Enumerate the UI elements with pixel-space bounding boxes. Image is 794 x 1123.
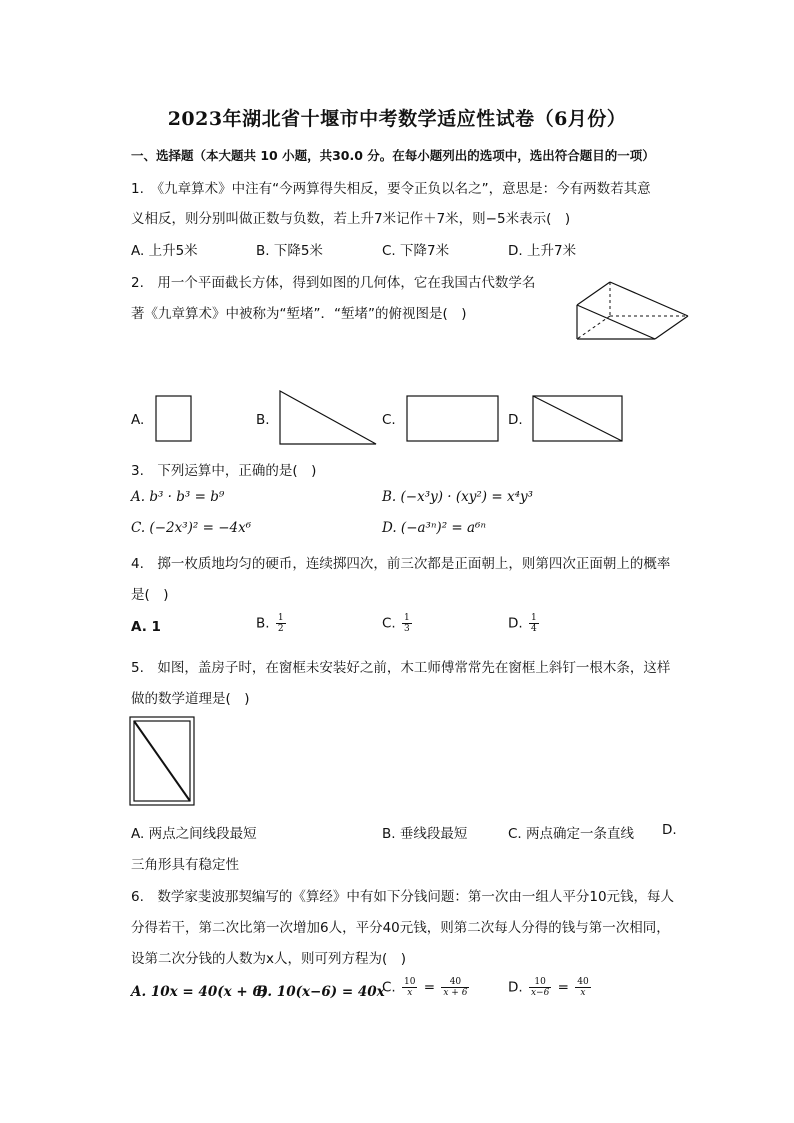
q1-stem-line2: 义相反，则分别叫做正数与负数，若上升7米记作＋7米，则−5米表示( ) [131, 211, 571, 227]
q1-stem-line1: 1. 《九章算术》中注有“今两算得失相反，要令正负以名之”，意思是：今有两数若其意 [131, 181, 651, 197]
q2-stem-line2: 著《九章算术》中被称为“堑堵”．“堑堵”的俯视图是( ) [131, 306, 467, 322]
q2-option-d-label: D. [508, 412, 523, 428]
q1-option-b: B. 下降5米 [256, 243, 323, 259]
q2-option-a-figure [155, 395, 193, 443]
q4-stem-line2: 是( ) [131, 587, 169, 603]
q1-option-a: A. 上升5米 [131, 243, 198, 259]
q4-option-b: B. $\frac{1}{2}$ [256, 613, 284, 634]
q4-option-d: D. $\frac{1}{4}$ [508, 613, 537, 634]
q4-stem-line1: 4. 掷一枚质地均匀的硬币，连续掷四次，前三次都是正面朝上，则第四次正面朝上的概率 [131, 556, 671, 572]
q2-option-a-label: A. [131, 412, 145, 428]
q2-option-b-figure [279, 390, 379, 446]
qiandu-solid-figure [570, 270, 695, 345]
page-title: 2023年湖北省十堰市中考数学适应性试卷（6月份） [167, 108, 627, 130]
q1-option-d: D. 上升7米 [508, 243, 577, 259]
q5-option-b: B. 垂线段最短 [382, 826, 468, 842]
q3-option-a: A. b³ · b³ = b⁹ [131, 489, 225, 505]
q6-stem-line2: 分得若干，第二次比第一次增加6人，平分40元钱，则第二次每人分得的钱与第一次相同， [131, 920, 670, 936]
q5-option-d-label: D. [662, 822, 677, 838]
q6-stem-line1: 6. 数学家斐波那契编写的《算经》中有如下分钱问题：第一次由一组人平分10元钱，每人 [131, 889, 675, 905]
q3-option-d: D. (−a³ⁿ)² = a⁶ⁿ [382, 520, 486, 536]
q2-option-c-label: C. [382, 412, 396, 428]
q3-stem: 3. 下列运算中，正确的是( ) [131, 463, 317, 479]
window-frame-figure [129, 716, 197, 808]
q1-option-c: C. 下降7米 [382, 243, 450, 259]
q6-stem-line3: 设第二次分钱的人数为x人，则可列方程为( ) [131, 951, 407, 967]
q3-option-b: B. (−x³y) · (xy²) = x⁴y³ [382, 489, 534, 505]
q6-option-a: A. 10x = 40(x + 6) [131, 984, 269, 1000]
q2-option-b-label: B. [256, 412, 270, 428]
q2-option-c-figure [406, 395, 500, 443]
q3-option-c: C. (−2x³)² = −4x⁶ [131, 520, 252, 536]
q5-stem-line2: 做的数学道理是( ) [131, 691, 250, 707]
q6-option-b: B. 10(x−6) = 40x [256, 984, 385, 1000]
q5-option-c: C. 两点确定一条直线 [508, 826, 635, 842]
q5-stem-line1: 5. 如图，盖房子时，在窗框未安装好之前，木工师傅常常先在窗框上斜钉一根木条，这样 [131, 660, 671, 676]
q4-option-c: C. $\frac{1}{3}$ [382, 613, 410, 634]
section-heading: 一、选择题（本大题共 10 小题，共30.0 分。在每小题列出的选项中，选出符合题目的一项） [131, 148, 655, 163]
q5-option-d-text: 三角形具有稳定性 [131, 857, 239, 873]
q6-option-c: C. $\frac{10}{x}$ = $\frac{40}{x + 6}$ [382, 977, 468, 998]
q5-option-a: A. 两点之间线段最短 [131, 826, 257, 842]
q4-option-a: A. 1 [131, 619, 161, 635]
q2-stem-line1: 2. 用一个平面截长方体，得到如图的几何体，它在我国古代数学名 [131, 275, 536, 291]
q2-option-d-figure [532, 395, 624, 443]
q6-option-d: D. $\frac{10}{x-6}$ = $\frac{40}{x}$ [508, 977, 589, 998]
